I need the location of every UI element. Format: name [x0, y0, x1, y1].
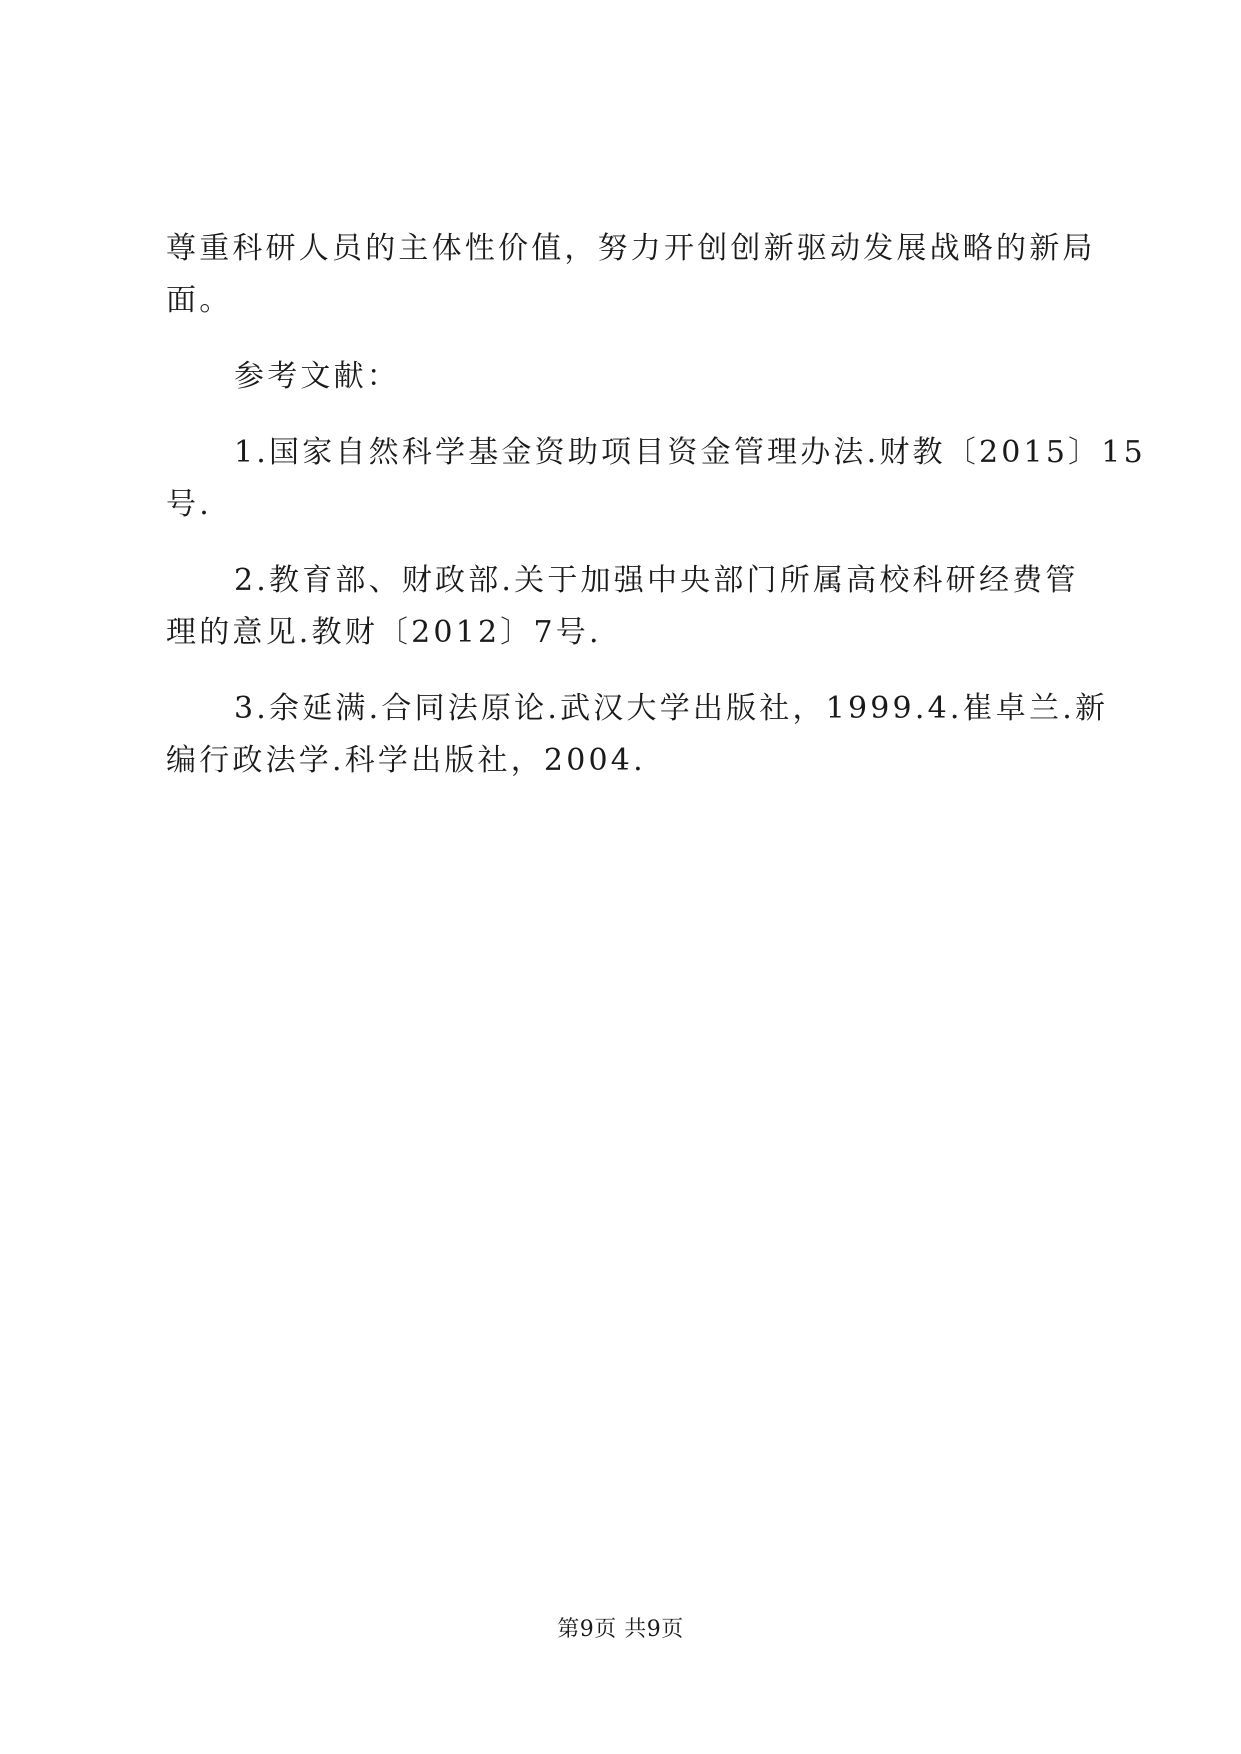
reference-item-2 [166, 555, 1084, 659]
conclusion-paragraph [166, 223, 1096, 327]
page-footer: 第9页 共9页 [557, 1617, 684, 1642]
reference-1-line-1: 1.国家自然科学基金资助项目资金管理办法.财教〔2015〕15 [234, 435, 1146, 470]
conclusion-line-1: 尊重科研人员的主体性价值，努力开创创新驱动发展战略的新局 [166, 231, 1096, 266]
reference-2-line-1: 2.教育部、财政部.关于加强中央部门所属高校科研经费管 [234, 563, 1079, 598]
references-heading: 参考文献： [234, 359, 400, 394]
document-body [166, 223, 1146, 787]
reference-item-3 [166, 683, 1109, 787]
reference-3-line-2: 编行政法学.科学出版社，2004. [166, 743, 646, 778]
reference-3-line-1: 3.余延满.合同法原论.武汉大学出版社，1999.4.崔卓兰.新 [234, 691, 1109, 726]
reference-1-line-2: 号. [166, 487, 212, 522]
reference-2-line-2: 理的意见.教财〔2012〕7号. [166, 615, 602, 650]
reference-item-1 [166, 427, 1146, 531]
conclusion-line-2: 面。 [166, 283, 233, 318]
